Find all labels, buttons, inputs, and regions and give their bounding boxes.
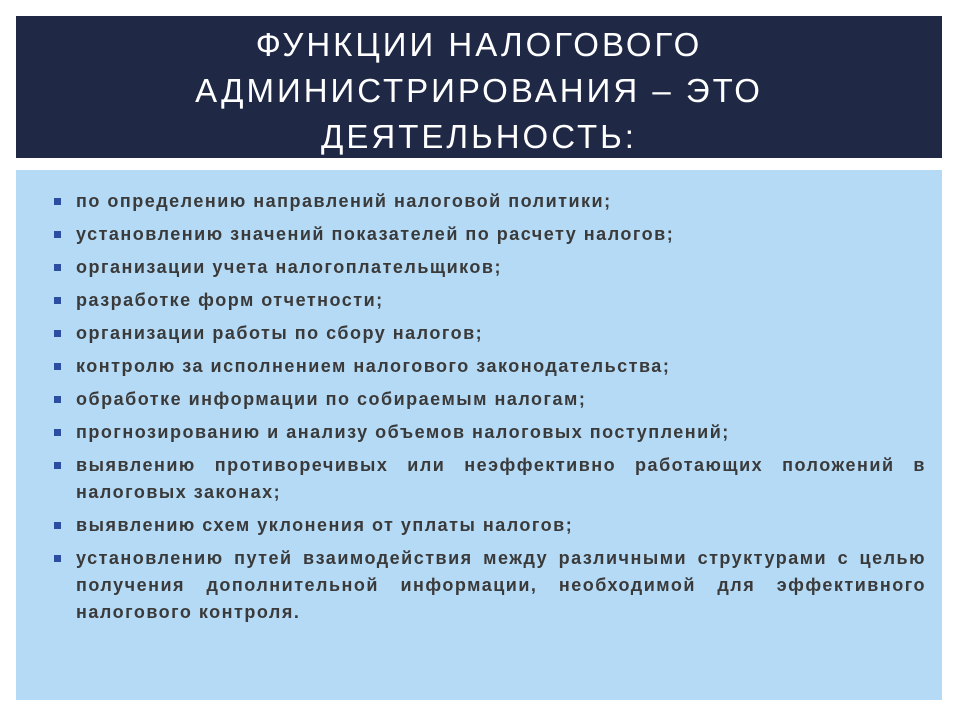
list-item [54,188,926,215]
list-item-text: установлению путей взаимодействия между различными структурами с целью получения дополнительной информации, необходимой для эффективного налогового контроля. [76,548,926,622]
square-bullet-icon [54,522,61,529]
list-item [54,320,926,347]
list-item-text: контролю за исполнением налогового законодательства; [76,356,671,376]
list-item-text: организации работы по сбору налогов; [76,323,484,343]
list-item [54,452,926,506]
square-bullet-icon [54,264,61,271]
square-bullet-icon [54,555,61,562]
list-item [54,512,926,539]
list-item-text: выявлению схем уклонения от уплаты налогов; [76,515,574,535]
list-item-text: установлению значений показателей по расчету налогов; [76,224,675,244]
list-item [54,287,926,314]
list-item [54,419,926,446]
list-item [54,353,926,380]
square-bullet-icon [54,429,61,436]
list-item-text: разработке форм отчетности; [76,290,384,310]
list-item-text: организации учета налогоплательщиков; [76,257,502,277]
list-item-text: выявлению противоречивых или неэффективно работающих положений в налоговых законах; [76,455,926,502]
list-item-text: по определению направлений налоговой политики; [76,191,612,211]
list-item [54,386,926,413]
square-bullet-icon [54,198,61,205]
list-item [54,254,926,281]
slide-title-bar [16,16,942,158]
list-item-text: обработке информации по собираемым налогам; [76,389,587,409]
square-bullet-icon [54,462,61,469]
bullet-list [54,188,926,632]
square-bullet-icon [54,396,61,403]
square-bullet-icon [54,297,61,304]
square-bullet-icon [54,363,61,370]
list-item [54,545,926,626]
list-item-text: прогнозированию и анализу объемов налоговых поступлений; [76,422,730,442]
square-bullet-icon [54,330,61,337]
slide-title: ФУНКЦИИ НАЛОГОВОГО АДМИНИСТРИРОВАНИЯ – ЭТО ДЕЯТЕЛЬНОСТЬ: [195,26,763,155]
list-item [54,221,926,248]
square-bullet-icon [54,231,61,238]
content-panel [16,170,942,700]
